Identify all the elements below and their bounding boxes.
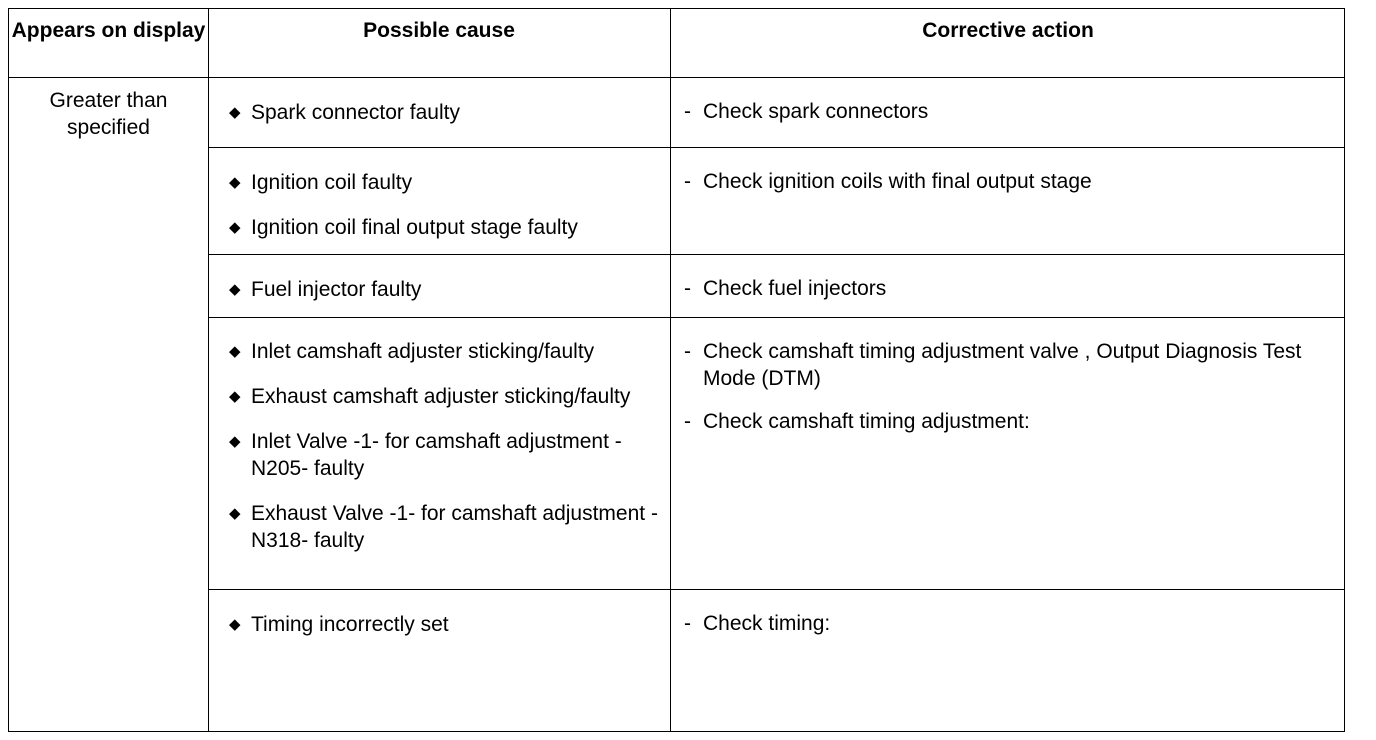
dash-marker: - <box>684 410 691 433</box>
cause-item <box>225 99 665 126</box>
action-item <box>684 610 1339 637</box>
bullet-diamond-icon: ◆ <box>229 433 241 450</box>
cause-item <box>225 383 665 410</box>
cause-text: Inlet camshaft adjuster sticking/faulty <box>251 340 595 363</box>
bullet-diamond-icon: ◆ <box>229 174 241 191</box>
cause-item <box>225 500 665 554</box>
header-possible-cause: Possible cause <box>363 19 515 42</box>
bullet-diamond-icon: ◆ <box>229 281 241 298</box>
diagnosis-table <box>8 8 1345 732</box>
row-divider-4 <box>208 589 1344 590</box>
dash-marker: - <box>684 340 691 363</box>
column-divider-1 <box>208 9 209 731</box>
bullet-diamond-icon: ◆ <box>229 616 241 633</box>
dash-marker: - <box>684 170 691 193</box>
action-cell-row-1 <box>684 98 1339 141</box>
cause-item <box>225 276 665 303</box>
cause-text: Timing incorrectly set <box>251 613 449 636</box>
cause-item <box>225 169 665 196</box>
action-text: Check spark connectors <box>703 100 929 123</box>
action-text: Check fuel injectors <box>703 277 887 300</box>
cause-text: Exhaust Valve -1- for camshaft adjustment -N318- faulty <box>251 502 658 552</box>
action-text: Check timing: <box>703 612 831 635</box>
appears-value: Greater than specified <box>49 89 168 139</box>
action-item <box>684 408 1339 435</box>
dash-marker: - <box>684 277 691 300</box>
cause-text: Exhaust camshaft adjuster sticking/faulty <box>251 385 631 408</box>
cause-text: Fuel injector faulty <box>251 278 422 301</box>
action-cell-row-4 <box>684 338 1339 451</box>
cause-cell-row-3 <box>225 276 665 321</box>
action-item <box>684 275 1339 302</box>
bullet-diamond-icon: ◆ <box>229 505 241 522</box>
dash-marker: - <box>684 612 691 635</box>
cause-text: Inlet Valve -1- for camshaft adjustment -N205- faulty <box>251 430 622 480</box>
action-cell-row-5 <box>684 610 1339 653</box>
bullet-diamond-icon: ◆ <box>229 219 241 236</box>
action-cell-row-2 <box>684 168 1339 211</box>
cause-text: Ignition coil final output stage faulty <box>251 216 578 239</box>
bullet-diamond-icon: ◆ <box>229 388 241 405</box>
action-item <box>684 98 1339 125</box>
cause-cell-row-2 <box>225 169 665 259</box>
action-text: Check camshaft timing adjustment valve , Output Diagnosis Test Mode (DTM) <box>703 340 1302 390</box>
cause-item <box>225 214 665 241</box>
cause-item <box>225 611 665 638</box>
action-item <box>684 168 1339 195</box>
action-item <box>684 338 1339 392</box>
row-divider-1 <box>208 147 1344 148</box>
cause-item <box>225 338 665 365</box>
action-text: Check camshaft timing adjustment: <box>703 410 1030 433</box>
column-divider-2 <box>670 9 671 731</box>
dash-marker: - <box>684 100 691 123</box>
header-corrective-action: Corrective action <box>922 19 1094 42</box>
action-text: Check ignition coils with final output stage <box>703 170 1092 193</box>
action-cell-row-3 <box>684 275 1339 318</box>
bullet-diamond-icon: ◆ <box>229 104 241 121</box>
cause-cell-row-4 <box>225 338 665 572</box>
bullet-diamond-icon: ◆ <box>229 343 241 360</box>
header-appears-on-display: Appears on display <box>11 19 206 42</box>
header-divider <box>9 77 1344 78</box>
cause-text: Ignition coil faulty <box>251 171 413 194</box>
cause-text: Spark connector faulty <box>251 101 460 124</box>
cause-item <box>225 428 665 482</box>
cause-cell-row-1 <box>225 99 665 144</box>
cause-cell-row-5 <box>225 611 665 656</box>
